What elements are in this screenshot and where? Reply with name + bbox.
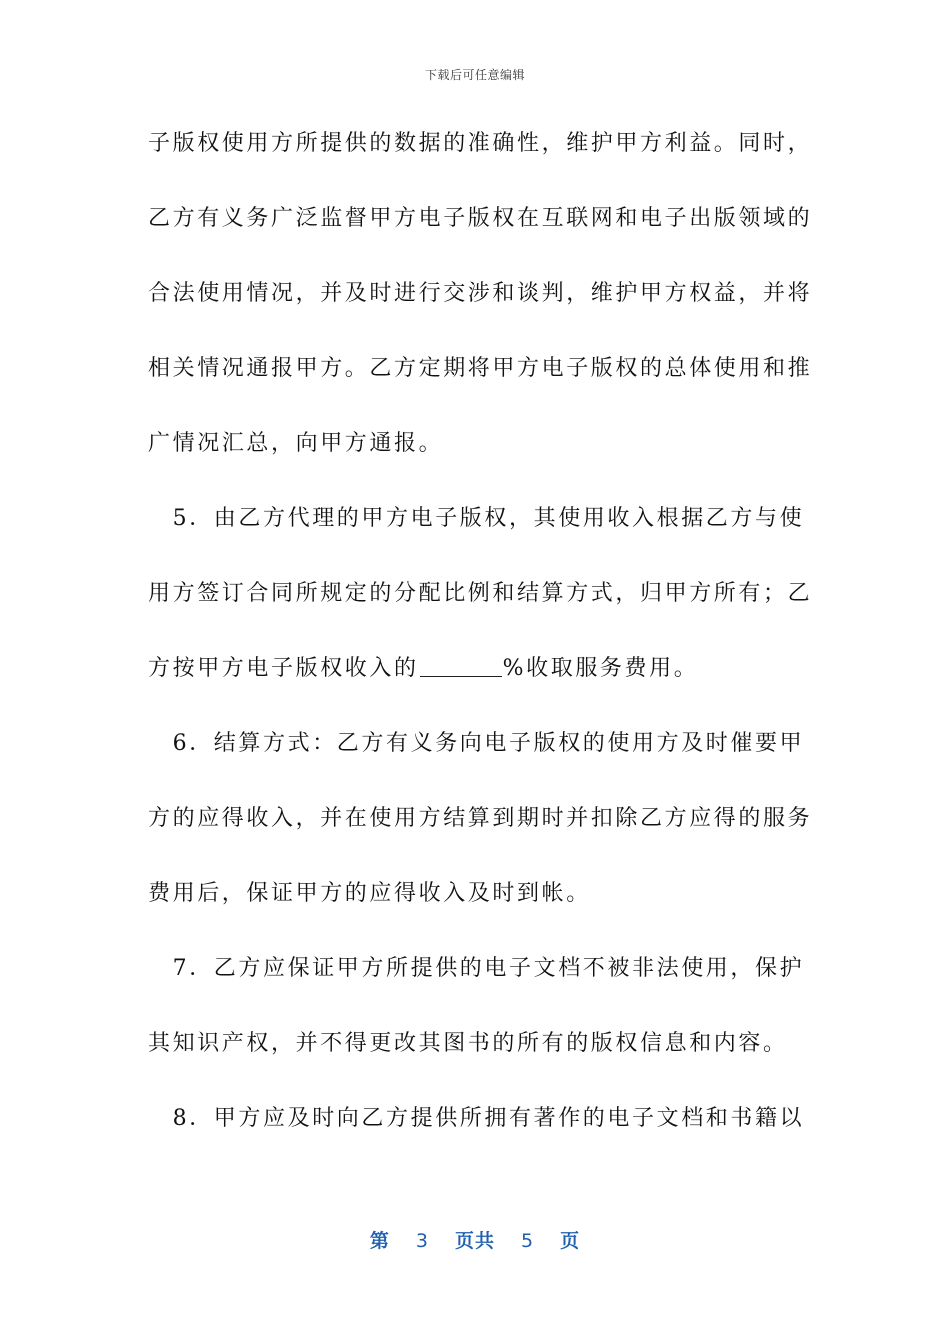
clause-5-line-3-start: 方按甲方电子版权收入的 bbox=[148, 656, 419, 681]
text-line-2: 乙方有义务广泛监督甲方电子版权在互联网和电子出版领域的 bbox=[148, 206, 813, 231]
clause-6-line-2: 方的应得收入，并在使用方结算到期时并扣除乙方应得的服务 bbox=[148, 806, 813, 831]
clause-7-line-1: 7．乙方应保证甲方所提供的电子文档不被非法使用，保护 bbox=[148, 956, 805, 981]
clause-5-line-3 bbox=[148, 649, 808, 724]
footer-label-of: 页共 bbox=[454, 1230, 495, 1252]
text-line-1: 子版权使用方所提供的数据的准确性，维护甲方利益。同时， bbox=[148, 131, 813, 156]
page-footer bbox=[0, 1226, 950, 1253]
text-line-4: 相关情况通报甲方。乙方定期将甲方电子版权的总体使用和推 bbox=[148, 356, 813, 381]
clause-7-line-2: 其知识产权，并不得更改其图书的所有的版权信息和内容。 bbox=[148, 1031, 788, 1056]
clause-6-line-3: 费用后，保证甲方的应得收入及时到帐。 bbox=[148, 881, 591, 906]
page-header: 下载后可任意编辑 bbox=[424, 68, 525, 82]
fill-in-blank bbox=[420, 652, 502, 677]
footer-current-page: 3 bbox=[415, 1230, 429, 1252]
clause-5-line-3-end: %收取服务费用。 bbox=[502, 656, 699, 681]
document-body bbox=[148, 124, 813, 1174]
text-line-3: 合法使用情况，并及时进行交涉和谈判，维护甲方权益，并将 bbox=[148, 281, 813, 306]
clause-6-line-1: 6．结算方式：乙方有义务向电子版权的使用方及时催要甲 bbox=[148, 731, 805, 756]
clause-5-line-2: 用方签订合同所规定的分配比例和结算方式，归甲方所有；乙 bbox=[148, 581, 813, 606]
footer-total-pages: 5 bbox=[521, 1230, 535, 1252]
footer-label-page: 第 bbox=[369, 1230, 390, 1252]
footer-label-end: 页 bbox=[560, 1230, 581, 1252]
clause-8-line-1: 8．甲方应及时向乙方提供所拥有著作的电子文档和书籍以 bbox=[148, 1106, 805, 1131]
text-line-5: 广情况汇总，向甲方通报。 bbox=[148, 431, 444, 456]
clause-5-line-1: 5．由乙方代理的甲方电子版权，其使用收入根据乙方与使 bbox=[148, 506, 805, 531]
